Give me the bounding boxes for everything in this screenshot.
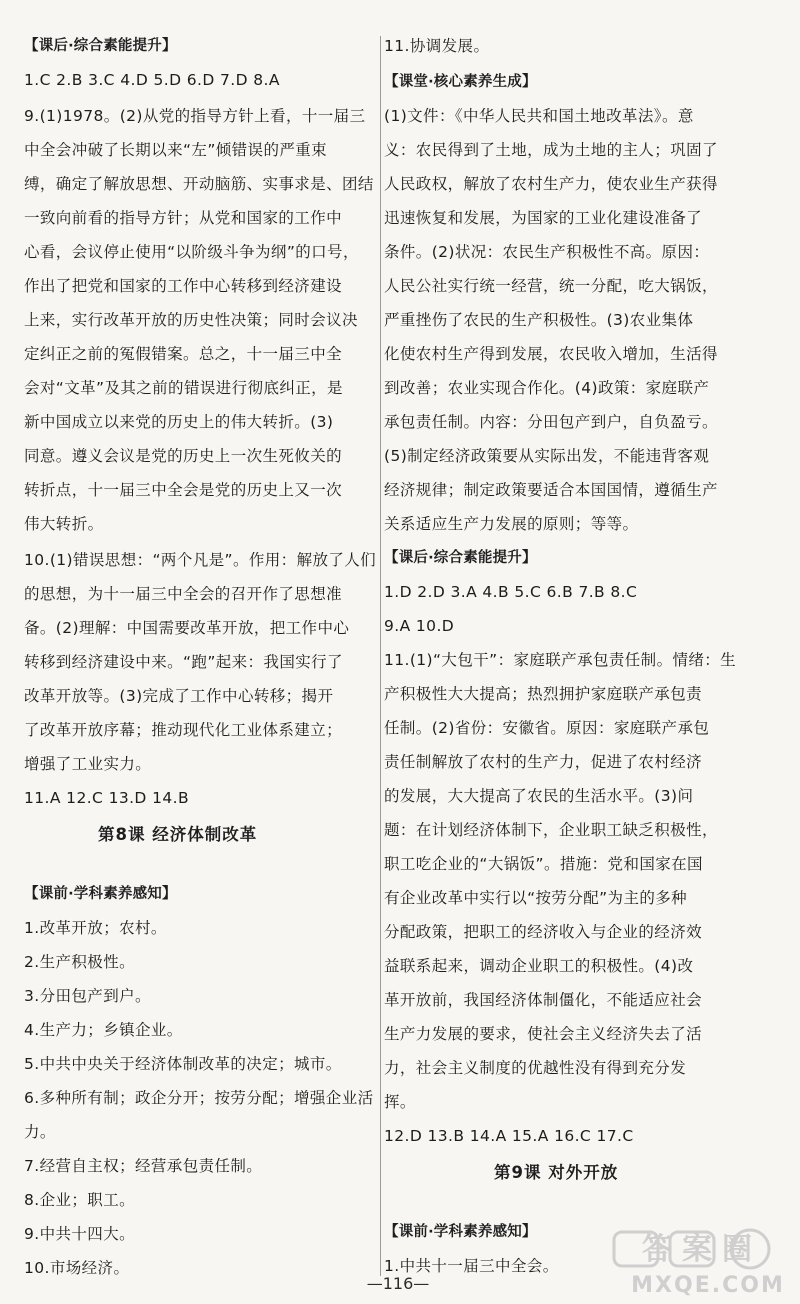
answer-line: 转折点，十一届三中全会是党的历史上又一次 [24, 481, 343, 499]
answer-line: 挥。 [384, 1093, 416, 1111]
answer-line: 任制。(2)省份：安徽省。原因：家庭联产承包 [384, 719, 710, 737]
answer-line: 伟大转折。 [24, 515, 104, 533]
answer-line: 6.多种所有制；政企分开；按劳分配；增强企业活 [24, 1089, 374, 1107]
answer-line: 1.D 2.D 3.A 4.B 5.C 6.B 7.B 8.C [384, 583, 638, 601]
page-number: —116— [366, 1274, 430, 1293]
section-heading: 【课堂·核心素养生成】 [384, 74, 537, 90]
answer-line: 人民公社实行统一经营，统一分配，吃大锅饭， [384, 277, 718, 295]
answer-line: 迅速恢复和发展，为国家的工业化建设准备了 [384, 209, 703, 227]
answer-line: 产积极性大大提高；热烈拥护家庭联产承包责 [384, 685, 703, 703]
answer-line: 益联系起来，调动企业职工的积极性。(4)改 [384, 957, 694, 975]
answer-line: 7.经营自主权；经营承包责任制。 [24, 1157, 263, 1175]
answer-line: 到改善；农业实现合作化。(4)政策：家庭联产 [384, 379, 710, 397]
answer-line: 关系适应生产力发展的原则；等等。 [384, 515, 639, 533]
answer-line: 的思想，为十一届三中全会的召开作了思想准 [24, 585, 343, 603]
answer-line: 的发展，大大提高了农民的生活水平。(3)问 [384, 787, 694, 805]
answer-line: 严重挫伤了农民的生产积极性。(3)农业集体 [384, 311, 694, 329]
answer-line: 1.C 2.B 3.C 4.D 5.D 6.D 7.D 8.A [24, 71, 280, 89]
answer-line: 改革开放等。(3)完成了工作中心转移；揭开 [24, 687, 334, 705]
answer-line: 职工吃企业的“大锅饭”。措施：党和国家在国 [384, 855, 703, 873]
answer-line: 承包责任制。内容：分田包产到户，自负盈亏。 [384, 413, 718, 431]
answer-line: 1.改革开放；农村。 [24, 919, 167, 937]
watermark-bottom-text: MXQE.COM [631, 1273, 785, 1298]
answer-line: 10.市场经济。 [24, 1259, 130, 1277]
answer-line: 化使农村生产得到发展，农民收入增加，生活得 [384, 345, 718, 363]
watermark-logo [612, 1228, 792, 1300]
answer-line: 心看，会议停止使用“以阶级斗争为纲”的口号， [24, 243, 359, 261]
answer-line: (1)文件：《中华人民共和国土地改革法》。意 [384, 107, 694, 125]
answer-line: 5.中共中央关于经济体制改革的决定；城市。 [24, 1055, 342, 1073]
answer-line: 9.(1)1978。(2)从党的指导方针上看，十一届三 [24, 107, 366, 125]
answer-line: 力。 [24, 1123, 56, 1141]
section-heading: 【课后·综合素能提升】 [24, 38, 177, 54]
answer-line: 生产力发展的要求，使社会主义经济失去了活 [384, 1025, 703, 1043]
answer-line: 题：在计划经济体制下，企业职工缺乏积极性， [384, 821, 718, 839]
answer-line: 1.中共十一届三中全会。 [384, 1257, 559, 1275]
answer-line: 同意。遵义会议是党的历史上一次生死攸关的 [24, 447, 343, 465]
answer-line: 作出了把党和国家的工作中心转移到经济建设 [24, 277, 343, 295]
column-divider [380, 36, 381, 1276]
answer-line: 3.分田包产到户。 [24, 987, 151, 1005]
answer-line: 经济规律；制定政策要适合本国国情，遵循生产 [384, 481, 718, 499]
watermark-top-text: 答案圈 [642, 1232, 762, 1267]
answer-line: 革开放前，我国经济体制僵化，不能适应社会 [384, 991, 703, 1009]
section-heading: 【课前·学科素养感知】 [384, 1224, 537, 1240]
answer-line: 了改革开放序幕；推动现代化工业体系建立； [24, 721, 343, 739]
answer-line: 定纠正之前的冤假错案。总之，十一届三中全 [24, 345, 343, 363]
answer-line: 11.协调发展。 [384, 37, 490, 55]
answer-line: 11.(1)“大包干”：家庭联产承包责任制。情绪：生 [384, 651, 737, 669]
answer-line: 缚，确定了解放思想、开动脑筋、实事求是、团结 [24, 175, 374, 193]
answer-line: 责任制解放了农村的生产力，促进了农村经济 [384, 753, 703, 771]
answer-line: 有企业改革中实行以“按劳分配”为主的多种 [384, 889, 688, 907]
answer-line: 2.生产积极性。 [24, 953, 135, 971]
answer-line: 会对“文革”及其之前的错误进行彻底纠正，是 [24, 379, 343, 397]
answer-line: 4.生产力；乡镇企业。 [24, 1021, 183, 1039]
answer-line: 增强了工业实力。 [24, 755, 152, 773]
answer-line: 义：农民得到了土地，成为土地的主人；巩固了 [384, 141, 718, 159]
answer-line: 人民政权，解放了农村生产力，使农业生产获得 [384, 175, 718, 193]
section-heading: 【课后·综合素能提升】 [384, 550, 537, 566]
answer-line: 分配政策，把职工的经济收入与企业的经济效 [384, 923, 703, 941]
answer-line: 上来，实行改革开放的历史性决策；同时会议决 [24, 311, 358, 329]
answer-line: 力，社会主义制度的优越性没有得到充分发 [384, 1059, 687, 1077]
lesson-title: 第8课 经济体制改革 [98, 825, 258, 844]
answer-line: 一致向前看的指导方针；从党和国家的工作中 [24, 209, 343, 227]
lesson-title: 第9课 对外开放 [494, 1163, 619, 1182]
answer-line: 中全会冲破了长期以来“左”倾错误的严重束 [24, 141, 328, 159]
answer-line: 9.A 10.D [384, 617, 455, 635]
section-heading: 【课前·学科素养感知】 [24, 886, 177, 902]
answer-line: 10.(1)错误思想：“两个凡是”。作用：解放了人们 [24, 551, 377, 569]
answer-line: 备。(2)理解：中国需要改革开放，把工作中心 [24, 619, 350, 637]
answer-line: (5)制定经济政策要从实际出发，不能违背客观 [384, 447, 710, 465]
answer-line: 8.企业；职工。 [24, 1191, 135, 1209]
answer-line: 9.中共十四大。 [24, 1225, 135, 1243]
answer-line: 条件。(2)状况：农民生产积极性不高。原因： [384, 243, 710, 261]
answer-line: 12.D 13.B 14.A 15.A 16.C 17.C [384, 1127, 634, 1145]
answer-line: 新中国成立以来党的历史上的伟大转折。(3) [24, 413, 334, 431]
answer-line: 11.A 12.C 13.D 14.B [24, 789, 189, 807]
answer-line: 转移到经济建设中来。“跑”起来：我国实行了 [24, 653, 343, 671]
